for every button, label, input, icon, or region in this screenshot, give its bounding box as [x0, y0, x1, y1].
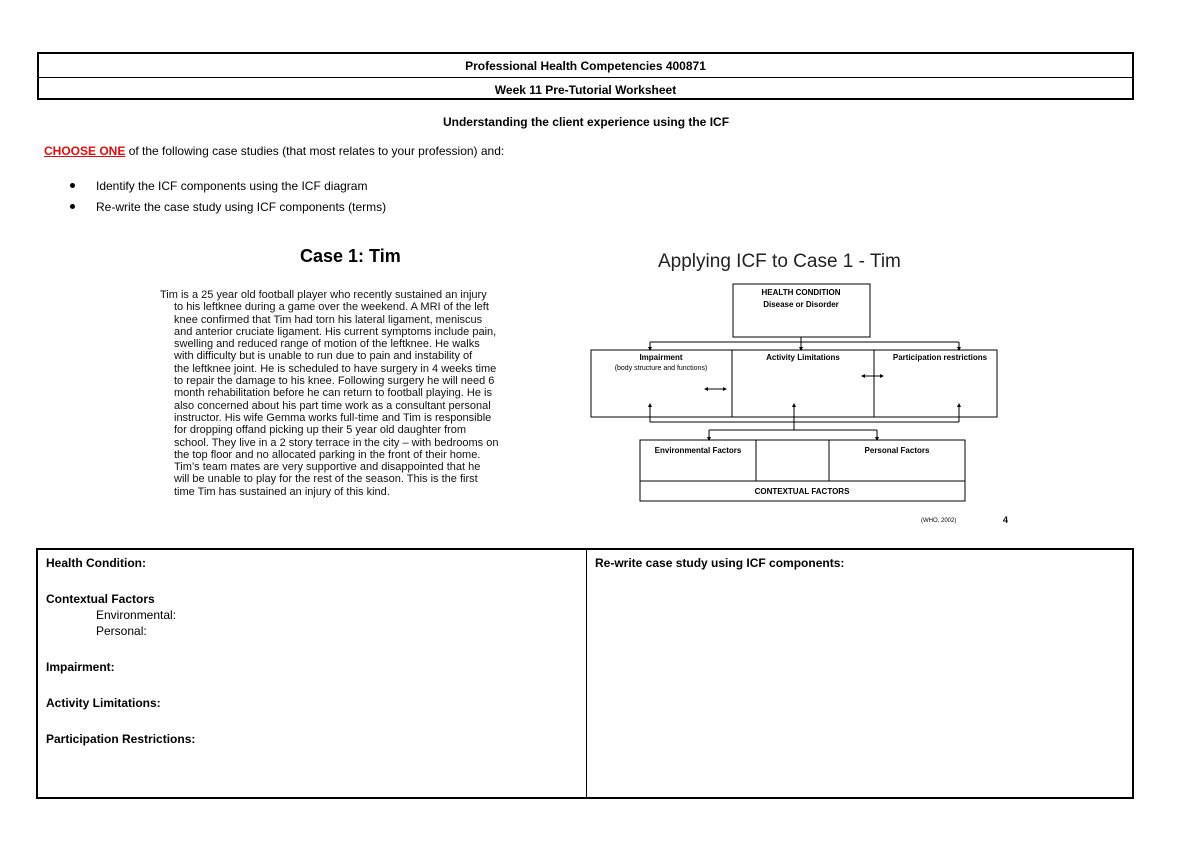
worksheet-title: Week 11 Pre-Tutorial Worksheet	[39, 77, 1132, 101]
icf-diagram-svg	[585, 245, 1025, 530]
intro-text: of the following case studies (that most relates to your profession) and:	[125, 144, 505, 158]
case-line: to his leftknee during a game over the weekend. A MRI of the left	[174, 301, 489, 314]
case-line: school. They live in a 2 story terrace in the city – with bedrooms on	[174, 436, 499, 449]
impairment-sub-label: (body structure and functions)	[614, 365, 708, 372]
personal-field: Personal:	[96, 624, 147, 638]
citation: (WHO, 2002)	[921, 518, 957, 524]
worksheet-title-box	[37, 52, 1134, 100]
activity-limitations-field: Activity Limitations:	[46, 696, 161, 710]
case-line: will be unable to play for the rest of the season. This is the first	[174, 473, 478, 486]
case-title: Case 1: Tim	[300, 246, 401, 266]
task-item: Re-write the case study using ICF components (terms)	[70, 199, 386, 220]
course-title: Professional Health Competencies 400871	[465, 58, 706, 73]
environmental-label: Environmental Factors	[654, 446, 742, 455]
case-line: Tim’s team mates are very supportive and disappointed that he	[174, 461, 481, 474]
environmental-field: Environmental:	[96, 608, 177, 622]
icf-answer-table	[36, 548, 1134, 799]
impairment-label: Impairment	[639, 353, 683, 362]
case-line: to repair the damage to his knee. Following surgery he will need 6	[174, 375, 495, 388]
health-condition-label: HEALTH CONDITION	[761, 288, 841, 297]
participation-restrictions-field: Participation Restrictions:	[46, 732, 196, 746]
case-line: knee confirmed that Tim had torn his lateral ligament, meniscus	[174, 313, 483, 326]
rewrite-heading: Re-write case study using ICF components:	[595, 556, 845, 570]
contextual-factors-heading: Contextual Factors	[46, 592, 155, 606]
activity-label: Activity Limitations	[766, 353, 840, 362]
contextual-label: CONTEXTUAL FACTORS	[754, 487, 850, 496]
case-line: the leftknee joint. He is scheduled to have surgery in 4 weeks time	[174, 362, 497, 375]
case-line: time Tim has sustained an injury of this kind.	[174, 485, 390, 498]
case-text	[160, 289, 580, 498]
personal-label: Personal Factors	[864, 446, 930, 455]
impairment-field: Impairment:	[46, 660, 115, 674]
participation-label: Participation restrictions	[892, 353, 988, 362]
slide-number: 4	[1003, 515, 1009, 525]
case-line: Tim is a 25 year old football player who recently sustained an injury	[160, 289, 487, 301]
task-item: Identify the ICF components using the ICF diagram	[70, 178, 386, 199]
choose-one-emphasis: CHOOSE ONE	[44, 144, 126, 158]
case-line: for dropping offand picking up their 5 year old daughter from	[174, 424, 467, 437]
case-line: month rehabilitation before he can return to football playing. He is	[174, 387, 492, 400]
worksheet-subtitle: Understanding the client experience using the ICF	[442, 115, 730, 129]
task-list	[70, 178, 386, 220]
case-line: with difficulty but is unable to run due to pain and instability of	[174, 350, 473, 363]
health-condition-field: Health Condition:	[46, 556, 146, 570]
case-line: and anterior cruciate ligament. His current symptoms include pain,	[174, 325, 497, 338]
intro-line	[44, 144, 504, 158]
icf-components-column[interactable]	[38, 550, 587, 797]
case-line: swelling and reduced range of motion of the leftknee. He walks	[174, 338, 480, 351]
diagram-title: Applying ICF to Case 1 - Tim	[658, 251, 901, 272]
rewrite-column[interactable]	[587, 550, 1132, 797]
icf-diagram	[585, 245, 1025, 530]
case-line: instructor. His wife Gemma works full-time and Tim is responsible	[174, 411, 492, 424]
case-line: the top floor and no allocated parking in the front of their home.	[174, 448, 481, 461]
disease-label: Disease or Disorder	[763, 300, 839, 309]
case-line: also concerned about his part time work as a consultant personal	[174, 399, 491, 412]
